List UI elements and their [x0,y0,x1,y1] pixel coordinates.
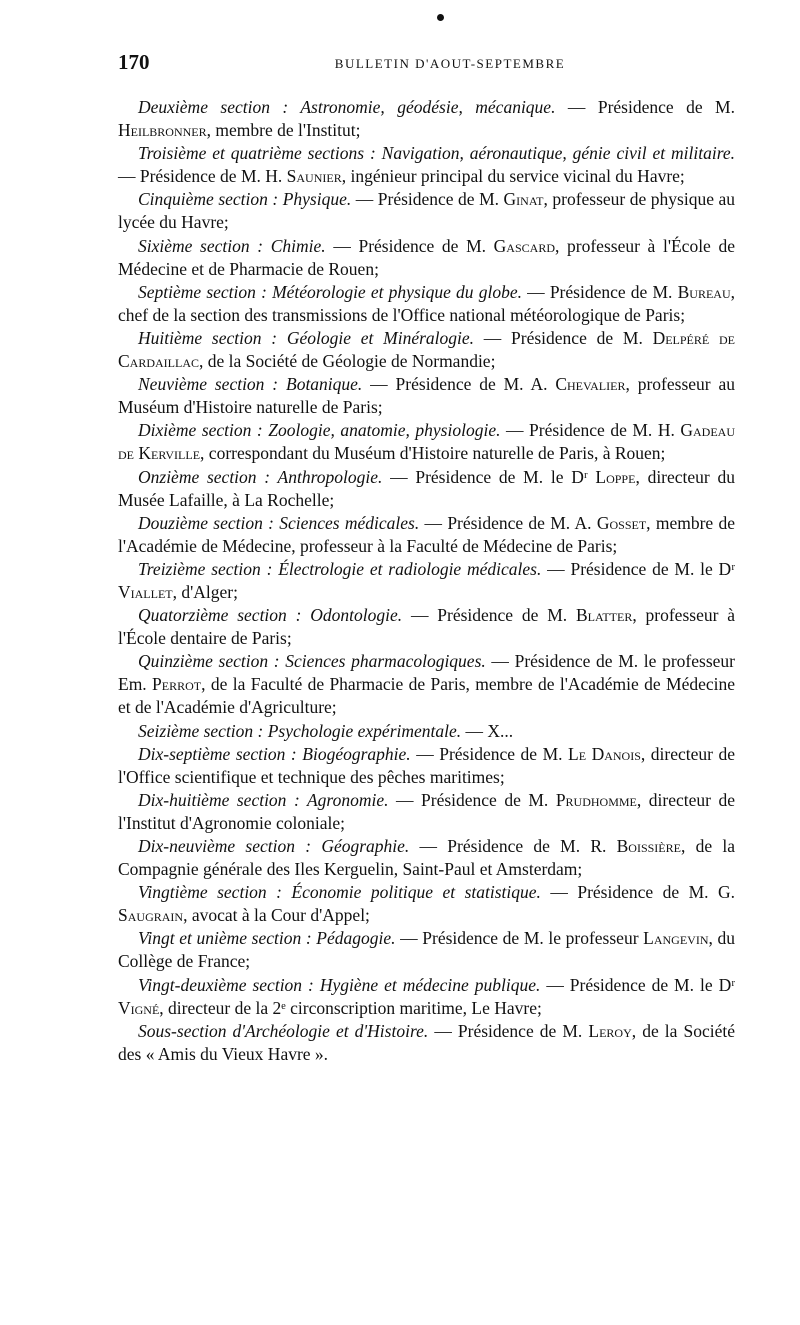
section-title: Quatorzième section : Odontologie. [138,605,403,626]
entry-text: — Présidence de M. le professeur Em. [118,651,735,695]
president-name: Gosset [596,512,647,533]
entry-text: — X... [461,720,514,741]
section-entry [118,281,735,327]
entry-text: , professeur de physique au lycée du Havre; [118,189,735,233]
section-title: Douzième section : Sciences médicales. [138,512,420,533]
entry-text: — Présidence de M. H. [500,420,681,441]
entry-text: , membre de l'Académie de Médecine, professeur à la Faculté de Médecine de Paris; [118,512,735,556]
section-title: Neuvième section : Botanique. [138,374,363,395]
entry-text: , ingénieur principal du service vicinal du Havre; [341,166,685,187]
section-entry [118,881,735,927]
section-entry [118,743,735,789]
entry-text: , de la Société des « Amis du Vieux Havre ». [118,1020,735,1064]
entry-text: — Présidence de M. le Dʳ [382,466,596,487]
president-name: Vigné [118,997,160,1018]
president-name: Prudhomme [555,789,637,810]
section-title: Dixième section : Zoologie, anatomie, physiologie. [138,420,501,441]
entry-text: , correspondant du Muséum d'Histoire naturelle de Paris, à Rouen; [200,443,666,464]
president-name: Saunier [286,166,342,187]
section-title: Vingt et unième section : Pédagogie. [138,928,396,949]
entry-text: , avocat à la Cour d'Appel; [183,905,370,926]
entry-text: , membre de l'Institut; [206,120,361,141]
section-entry [118,512,735,558]
entry-text: , de la Société de Géologie de Normandie; [199,351,496,372]
president-name: Blatter [575,605,633,626]
entry-text: — Présidence de M. [388,789,556,810]
president-name: Chevalier [555,374,626,395]
president-name: Perrot [152,674,202,695]
entry-text: , de la Compagnie générale des Iles Kerguelin, Saint-Paul et Amsterdam; [118,836,735,880]
section-entry [118,235,735,281]
entry-text: , professeur à l'École de Médecine et de Pharmacie de Rouen; [118,235,735,279]
entry-text: — Présidence de M. le professeur [395,928,644,949]
section-title: Seizième section : Psychologie expérimentale. [138,720,462,741]
section-entry [118,927,735,973]
section-title: Sixième section : Chimie. [138,235,326,256]
section-title: Vingt-deuxième section : Hygiène et médecine publique. [138,974,541,995]
section-title: Dix-septième section : Biogéographie. [138,743,411,764]
entry-text: — Présidence de M. [555,97,735,117]
entry-text: — Présidence de M. [428,1020,589,1041]
entry-text: — Présidence de M. [521,281,678,302]
president-name: Heilbronner [118,120,207,141]
section-title: Vingtième section : Économie politique et statistique. [138,882,541,903]
section-entry [118,720,735,743]
section-entry [118,419,735,465]
section-entry [118,96,735,142]
entry-text: — Présidence de M. [325,235,494,256]
page-number: 170 [118,50,150,74]
president-name: Ginat [503,189,544,210]
section-title: Troisième et quatrième sections : Navigation, aéronautique, génie civil et militaire. [138,143,735,164]
section-entry [118,142,735,188]
entry-text: — Présidence de M. le Dʳ [541,558,735,579]
president-name: Loppe [595,466,636,487]
section-entry [118,373,735,419]
entry-text: , de la Faculté de Pharmacie de Paris, membre de l'Académie de Médecine et de l'Académie d'Agriculture; [118,674,735,718]
section-entry [118,604,735,650]
president-name: Viallet [118,581,173,602]
section-title: Huitième section : Géologie et Minéralogie. [138,327,475,348]
entry-text: , chef de la section des transmissions de l'Office national météorologique de Paris; [118,281,735,325]
entry-text: , professeur à l'École dentaire de Paris; [118,605,735,649]
section-entry [118,650,735,719]
entry-text: — Présidence de M. [474,327,653,348]
entry-text: — Présidence de M. [351,189,504,210]
president-name: Le Danois [568,743,641,764]
entry-text: , professeur au Muséum d'Histoire naturelle de Paris; [118,374,735,418]
section-entry [118,466,735,512]
entry-text: — Présidence de M. [402,605,576,626]
entry-text: — Présidence de M. le Dʳ [540,974,736,995]
section-entry [118,327,735,373]
section-title: Cinquième section : Physique. [138,189,352,210]
section-title: Quinzième section : Sciences pharmacologiques. [138,651,486,672]
entry-text: — Présidence de M. A. [362,374,556,395]
president-name: Delpéré de Cardaillac [118,327,735,372]
running-head: BULLETIN D'AOUT-SEPTEMBRE [334,56,566,71]
section-title: Onzième section : Anthropologie. [138,466,383,487]
entry-text: , d'Alger; [172,581,238,602]
entry-text: — Présidence de M. A. [419,512,597,533]
section-entry [118,188,735,234]
president-name: Leroy [588,1020,632,1041]
section-list [118,96,735,1066]
entry-text: — Présidence de M. R. [409,836,617,856]
section-title: Septième section : Météorologie et physique du globe. [138,281,522,302]
section-title: Dix-huitième section : Agronomie. [138,789,389,810]
president-name: Gadeau de Kerville [118,420,735,464]
president-name: Langevin [643,928,709,949]
section-title: Sous-section d'Archéologie et d'Histoire. [138,1020,429,1041]
ink-dot [437,14,444,21]
section-title: Dix-neuvième section : Géographie. [138,836,410,856]
entry-text: , directeur du Musée Lafaille, à La Rochelle; [118,466,735,510]
section-title: Treizième section : Électrologie et radiologie médicales. [138,558,542,579]
entry-text: — Présidence de M. [410,743,569,764]
president-name: Boissière [616,836,681,856]
section-entry [118,974,735,1020]
entry-text: , directeur de l'Institut d'Agronomie coloniale; [118,789,735,833]
entry-text: — Présidence de M. H. [118,166,287,187]
entry-text: , du Collège de France; [118,928,736,972]
section-title: Deuxième section : Astronomie, géodésie, mécanique. [138,97,556,117]
section-entry [118,835,735,881]
section-entry [118,558,735,604]
president-name: Bureau [677,281,731,302]
section-entry [118,1020,735,1066]
section-entry [118,789,735,835]
president-name: Saugrain [118,905,184,926]
entry-text: , directeur de la 2ᵉ circonscription maritime, Le Havre; [159,997,542,1018]
president-name: Gascard [493,235,555,256]
entry-text: — Présidence de M. G. [540,882,735,903]
entry-text: , directeur de l'Office scientifique et technique des pêches maritimes; [118,743,736,787]
